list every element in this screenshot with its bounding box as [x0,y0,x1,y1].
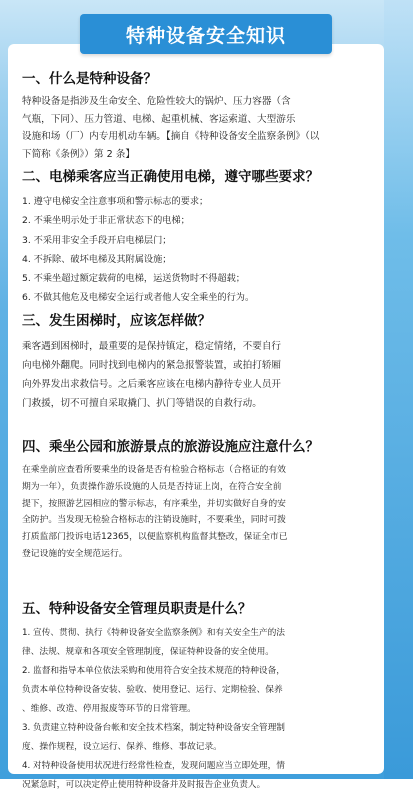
section-5 [22,600,374,795]
title-banner [80,14,332,54]
section-4-heading: 四、乘坐公园和旅游景点的旅游设施应注意什么？ [22,439,319,455]
section-3-line: 门救援，切不可擅自采取撬门、扒门等错误的自救行动。 [22,398,262,409]
page-title: 特种设备安全知识 [125,24,286,47]
section-5-line: 、维修、改造、停用报废等环节的日常管理。 [22,704,196,714]
list-item: 4. 不拆除、破坏电梯及其附属设施； [22,253,172,265]
list-item: 2. 不乘坐明示处于非正常状态下的电梯； [22,215,190,227]
section-5-line: 度、操作规程，设立运行、保养、维修、事故记录。 [22,742,222,752]
section-4-line: 全防护。当发现无检验合格标志的注销设施时，不要乘坐，同时可拨 [22,515,286,526]
list-item: 5. 不乘坐超过额定载荷的电梯，运送货物时不得超载； [22,273,245,285]
section-4-line: 打质监部门投诉电话12365，以便监察机构监督其整改，保证全市已 [22,532,288,543]
section-1 [22,70,374,163]
section-1-line: 气瓶，下同）、压力管道、电梯、起重机械、客运索道、大型游乐 [22,113,296,125]
section-1-line: 特种设备是指涉及生命安全、危险性较大的锅炉、压力容器（含 [22,96,291,107]
list-item: 6. 不做其他危及电梯安全运行或者他人安全乘坐的行为。 [22,292,255,304]
section-3-line: 乘客遇到困梯时，最重要的是保持镇定，稳定情绪，不要自行 [22,341,282,352]
section-4 [22,438,374,563]
content-card [8,44,384,790]
section-3-heading: 三、发生困梯时，应该怎样做？ [22,313,211,329]
section-2 [22,168,374,308]
list-item: 3. 不采用非安全手段开启电梯层门； [22,234,172,246]
decorative-side-band [384,0,413,779]
section-5-line: 4. 对特种设备使用状况进行经常性检查，发现问题应当立即处理，情 [22,761,285,771]
section-2-list [22,192,374,308]
section-2-heading: 二、电梯乘客应当正确使用电梯，遵守哪些要求？ [22,169,319,185]
section-3-line: 向电梯外翻爬。同时找到电梯内的紧急报警装置，或拍打轿厢 [22,360,282,371]
section-5-heading: 五、特种设备安全管理员职责是什么？ [22,601,252,617]
section-5-line: 1. 宣传、贯彻、执行《特种设备安全监察条例》和有关安全生产的法 [22,628,285,638]
section-3-line: 向外界发出求救信号。之后乘客应该在电梯内静待专业人员开 [22,379,282,390]
section-5-line: 2. 监督和指导本单位依法采购和使用符合安全技术规范的特种设备， [22,666,285,676]
section-1-line: 设施和场（厂）内专用机动车辆。【摘自《特种设备安全监察条例》（以 [22,131,320,142]
section-5-line: 律、法规、规章和各项安全管理制度，保证特种设备的安全使用。 [22,647,274,657]
section-4-line: 期为一年），负责操作游乐设施的人员是否持证上岗，在符合安全前 [22,481,282,492]
section-4-line: 登记设施的安全规范运行。 [22,548,128,559]
section-1-heading: 一、什么是特种设备？ [22,71,157,87]
section-5-line: 负责本单位特种设备安装、验收、使用登记、运行、定期检验、保养 [22,685,283,695]
list-item: 1. 遵守电梯安全注意事项和警示标志的要求； [22,196,209,207]
section-5-line: 况紧急时，可以决定停止使用特种设备并及时报告企业负责人。 [22,780,266,790]
section-1-line: 下简称《条例》）第 2 条】 [22,148,135,160]
section-5-line: 3. 负责建立特种设备台帐和安全技术档案，制定特种设备安全管理制 [22,723,285,733]
section-4-line: 在乘坐前应查看所要乘坐的设备是否有检验合格标志（合格证的有效 [22,465,286,475]
section-3 [22,312,374,413]
section-4-line: 提下，按照游艺园相应的警示标志，有序乘坐，并切实做好自身的安 [22,498,286,509]
